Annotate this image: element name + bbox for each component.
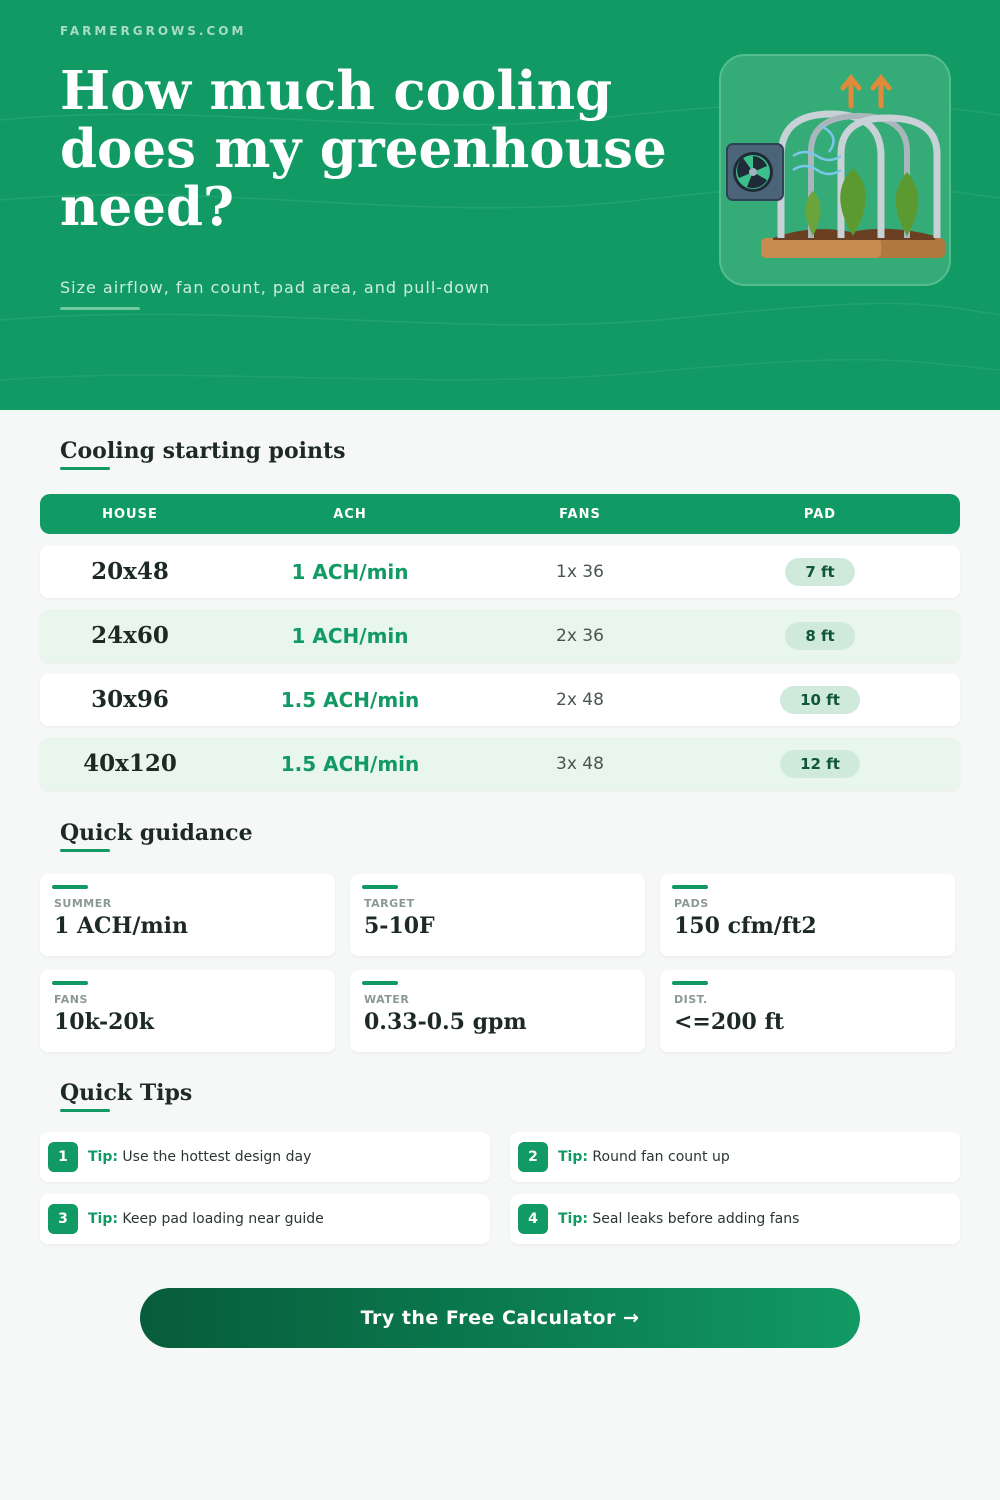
card-value: 0.33-0.5 gpm	[364, 1009, 527, 1035]
hero-banner	[0, 0, 1000, 410]
card-label: SUMMER	[54, 897, 112, 910]
house-size: 40x120	[83, 750, 177, 777]
fans-value: 3x 48	[556, 754, 604, 774]
guidance-section-title: Quick guidance	[60, 820, 253, 846]
card-label: DIST.	[674, 993, 708, 1006]
ach-value: 1 ACH/min	[291, 560, 409, 584]
tip-prefix: Tip:	[88, 1149, 118, 1165]
pad-badge: 12 ft	[780, 750, 860, 778]
guidance-card	[40, 970, 335, 1052]
card-label: PADS	[674, 897, 709, 910]
card-value: 1 ACH/min	[54, 913, 188, 939]
greenhouse-fan-icon	[719, 54, 951, 286]
ach-value: 1.5 ACH/min	[280, 688, 420, 712]
tips-section-title: Quick Tips	[60, 1080, 193, 1106]
tip-number: 3	[48, 1204, 78, 1234]
table-row	[40, 738, 960, 790]
card-accent	[362, 981, 398, 985]
card-label: TARGET	[364, 897, 415, 910]
card-accent	[672, 981, 708, 985]
pad-badge: 8 ft	[785, 622, 854, 650]
tip-text: Use the hottest design day	[122, 1149, 312, 1165]
guidance-card	[40, 874, 335, 956]
card-value: 150 cfm/ft2	[674, 913, 817, 939]
header-house: HOUSE	[102, 507, 158, 522]
header-pad: PAD	[803, 507, 837, 522]
table-section-title: Cooling starting points	[60, 438, 346, 464]
guidance-card	[660, 874, 955, 956]
house-size: 24x60	[91, 622, 169, 649]
tip-text: Seal leaks before adding fans	[592, 1211, 800, 1227]
card-value: <=200 ft	[674, 1009, 785, 1035]
pad-badge: 7 ft	[785, 558, 854, 586]
section-underline	[60, 849, 110, 852]
header-fans: FANS	[559, 507, 601, 522]
tip-item	[510, 1132, 960, 1182]
tip-prefix: Tip:	[558, 1149, 588, 1165]
house-size: 30x96	[91, 686, 169, 713]
table-row	[40, 674, 960, 726]
hero-subtitle: Size airflow, fan count, pad area, and pull-down	[60, 278, 491, 297]
card-accent	[52, 981, 88, 985]
tip-text: Round fan count up	[592, 1149, 730, 1165]
card-accent	[52, 885, 88, 889]
tip-prefix: Tip:	[88, 1211, 118, 1227]
table-row	[40, 546, 960, 598]
guidance-card	[350, 970, 645, 1052]
card-label: WATER	[364, 993, 410, 1006]
table-row	[40, 610, 960, 662]
house-size: 20x48	[91, 558, 169, 585]
card-accent	[672, 885, 708, 889]
free-calculator-button[interactable]: Try the Free Calculator →	[140, 1288, 860, 1348]
tip-item	[40, 1132, 490, 1182]
header-ach: ACH	[333, 507, 367, 522]
pad-badge: 10 ft	[780, 686, 860, 714]
brand-name: FARMERGROWS.COM	[60, 24, 247, 38]
tip-prefix: Tip:	[558, 1211, 588, 1227]
guidance-card	[350, 874, 645, 956]
section-underline	[60, 1109, 110, 1112]
ach-value: 1.5 ACH/min	[280, 752, 420, 776]
tip-item	[40, 1194, 490, 1244]
section-underline	[60, 467, 110, 470]
tip-text: Keep pad loading near guide	[122, 1211, 324, 1227]
hero-underline	[60, 307, 140, 310]
table-header	[40, 494, 960, 534]
card-accent	[362, 885, 398, 889]
card-label: FANS	[54, 993, 88, 1006]
tip-number: 1	[48, 1142, 78, 1172]
fans-value: 2x 48	[556, 690, 604, 710]
page-title: How much cooling does my greenhouse need?	[60, 60, 667, 238]
fans-value: 1x 36	[556, 562, 604, 582]
card-value: 5-10F	[364, 913, 435, 939]
ach-value: 1 ACH/min	[291, 624, 409, 648]
tip-number: 4	[518, 1204, 548, 1234]
guidance-card	[660, 970, 955, 1052]
tip-number: 2	[518, 1142, 548, 1172]
fans-value: 2x 36	[556, 626, 604, 646]
card-value: 10k-20k	[54, 1009, 154, 1035]
tip-item	[510, 1194, 960, 1244]
